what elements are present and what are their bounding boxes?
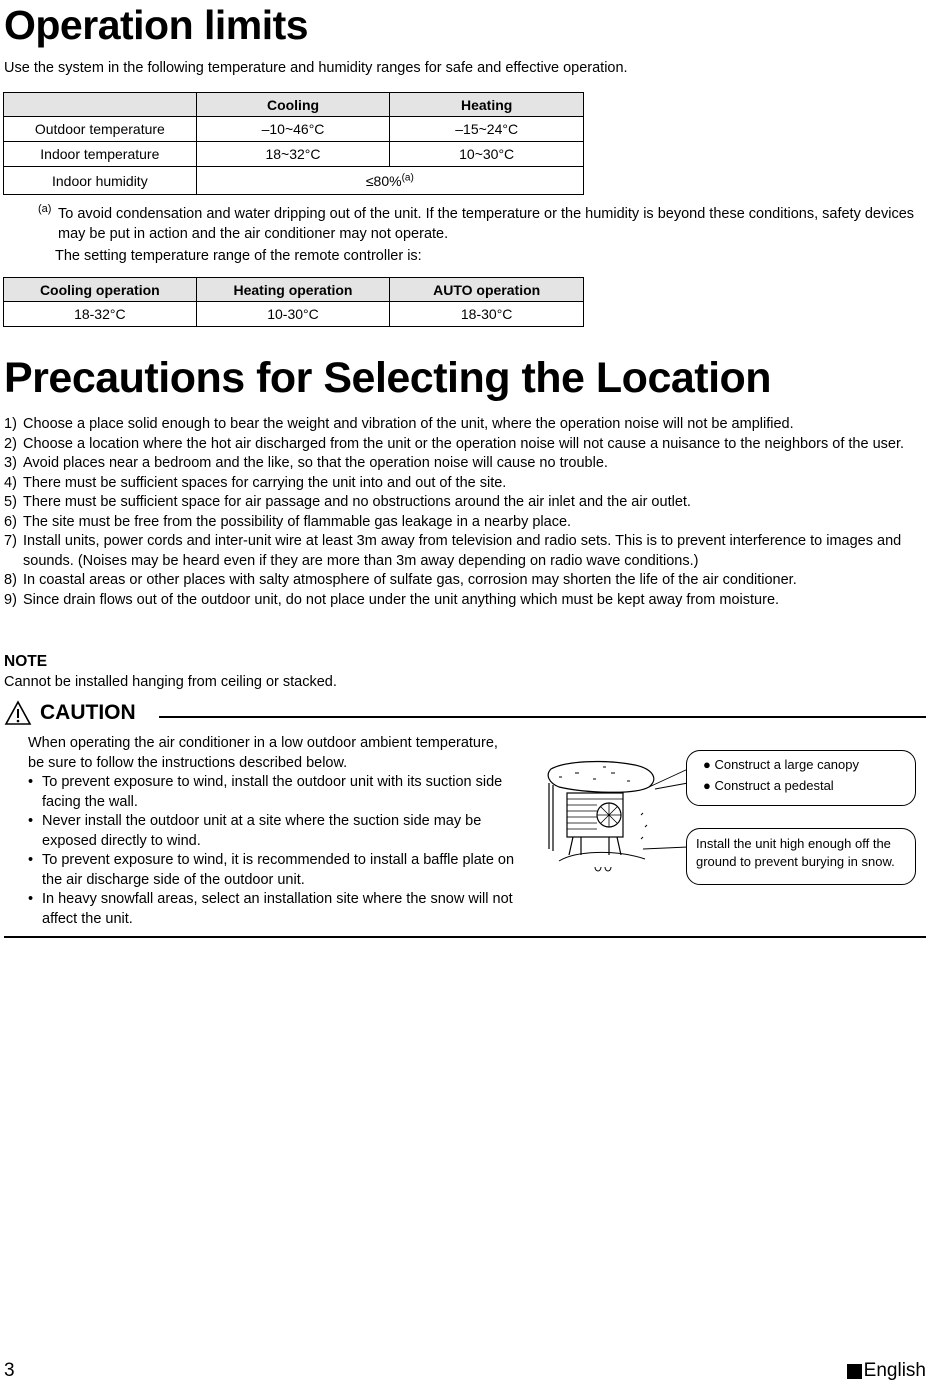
item-number: 5) [4,494,17,510]
section-title-precautions: Precautions for Selecting the Location [4,354,772,402]
item-number: 1) [4,416,17,432]
remote-range-intro: The setting temperature range of the remote controller is: [55,248,422,264]
item-number: 8) [4,572,17,588]
item-text: Since drain flows out of the outdoor unit, do not place under the unit anything which must be kept away from moisture. [23,591,780,608]
callout-canopy-pedestal [686,750,916,806]
caution-bullets [28,773,528,929]
item-text: The site must be free from the possibility of flammable gas leakage in a nearby place. [23,513,572,530]
callout-install-high-text: Install the unit high enough off the ground to prevent burying in snow. [696,836,895,869]
row-label: Outdoor temperature [4,117,197,142]
cooling-value: –10~46°C [196,117,390,142]
heating-value: –15~24°C [390,117,584,142]
caution-title [4,700,136,726]
item-text: There must be sufficient space for air passage and no obstructions around the air inlet and the air outlet. [23,494,691,510]
list-item: • To prevent exposure to wind, it is recommended to install a baffle plate on the air discharge side of the outdoor unit. [28,851,528,890]
item-text: There must be sufficient spaces for carrying the unit into and out of the site. [23,474,507,491]
snow-installation-illustration [545,755,690,885]
list-item [4,532,934,571]
row-label: Indoor temperature [4,142,197,167]
caution-rule [159,716,926,718]
table-header-cooling: Cooling [196,93,390,117]
table-row [4,142,584,167]
table-header-blank [4,93,197,117]
heating-range: 10-30°C [196,302,390,327]
list-item [4,415,934,435]
humidity-limit: ≤80% [365,172,402,189]
item-number: 7) [4,533,17,549]
table-header-heating-operation: Heating operation [196,278,390,302]
list-item: • Never install the outdoor unit at a site where the suction side may be exposed directly to wind. [28,812,528,851]
list-item [4,571,934,591]
row-label: Indoor humidity [4,167,197,195]
callout-install-high [686,828,916,885]
section-divider [4,936,926,938]
footer-language [847,1360,926,1382]
caution-intro: When operating the air conditioner in a low outdoor ambient temperature, be sure to follow the instructions described below. [28,735,498,771]
cooling-value: 18~32°C [196,142,390,167]
table-header-cooling-operation: Cooling operation [4,278,197,302]
list-item [4,435,934,455]
operation-limits-table [3,92,584,195]
table-header-heating: Heating [390,93,584,117]
item-number: 2) [4,435,17,452]
note-title: NOTE [4,653,48,670]
language-label: English [863,1360,926,1381]
warning-triangle-icon [4,700,32,726]
item-text: Install units, power cords and inter-unit wire at least 3m away from television and radio sets. This is to prevent interference to images and sounds. (Noises may be heard even if they are more than 3m away depending on radio wave conditions.) [23,533,902,569]
item-number: 9) [4,591,17,608]
item-text: Avoid places near a bedroom and the like, so that the operation noise will cause no trouble. [23,455,608,471]
page-number: 3 [4,1360,15,1381]
list-item [4,493,934,513]
item-text: Choose a location where the hot air discharged from the unit or the operation noise will not cause a nuisance to the neighbors of the user. [23,435,905,452]
list-item [4,591,934,611]
precautions-list [4,415,934,610]
item-text: In coastal areas or other places with salty atmosphere of sulfate gas, corrosion may shorten the life of the air conditioner. [23,572,797,588]
table-header-auto-operation: AUTO operation [390,278,584,302]
operation-limits-intro: Use the system in the following temperature and humidity ranges for safe and effective operation. [4,60,628,76]
footnote-ref: (a) [401,171,414,183]
section-title-operation-limits: Operation limits [4,2,309,48]
callout-line-pedestal: ● Construct a pedestal [703,778,834,793]
caution-label: CAUTION [40,701,136,724]
callout-line-canopy: ● Construct a large canopy [703,757,859,772]
footnote-marker: (a) [38,203,52,215]
list-item [4,474,934,494]
heating-value: 10~30°C [390,142,584,167]
item-number: 4) [4,474,17,491]
remote-range-table [3,277,584,327]
item-number: 3) [4,455,17,471]
note-text: Cannot be installed hanging from ceiling or stacked. [4,674,337,690]
caution-header [4,700,926,730]
table-row [4,302,584,327]
square-bullet-icon [847,1364,862,1379]
list-item: • In heavy snowfall areas, select an installation site where the snow will not affect the unit. [28,890,528,929]
list-item: • To prevent exposure to wind, install the outdoor unit with its suction side facing the wall. [28,773,528,812]
item-number: 6) [4,513,17,530]
item-text: Choose a place solid enough to bear the weight and vibration of the unit, where the operation noise will not be amplified. [23,416,794,432]
humidity-value [196,167,583,195]
footnote-text: To avoid condensation and water dripping out of the unit. If the temperature or the humidity is beyond these conditions, safety devices may be put in action and the air conditioner may not operate. [58,206,915,242]
list-item [4,454,934,474]
auto-range: 18-30°C [390,302,584,327]
table-row [4,167,584,195]
list-item [4,513,934,533]
table-row [4,117,584,142]
cooling-range: 18-32°C [4,302,197,327]
